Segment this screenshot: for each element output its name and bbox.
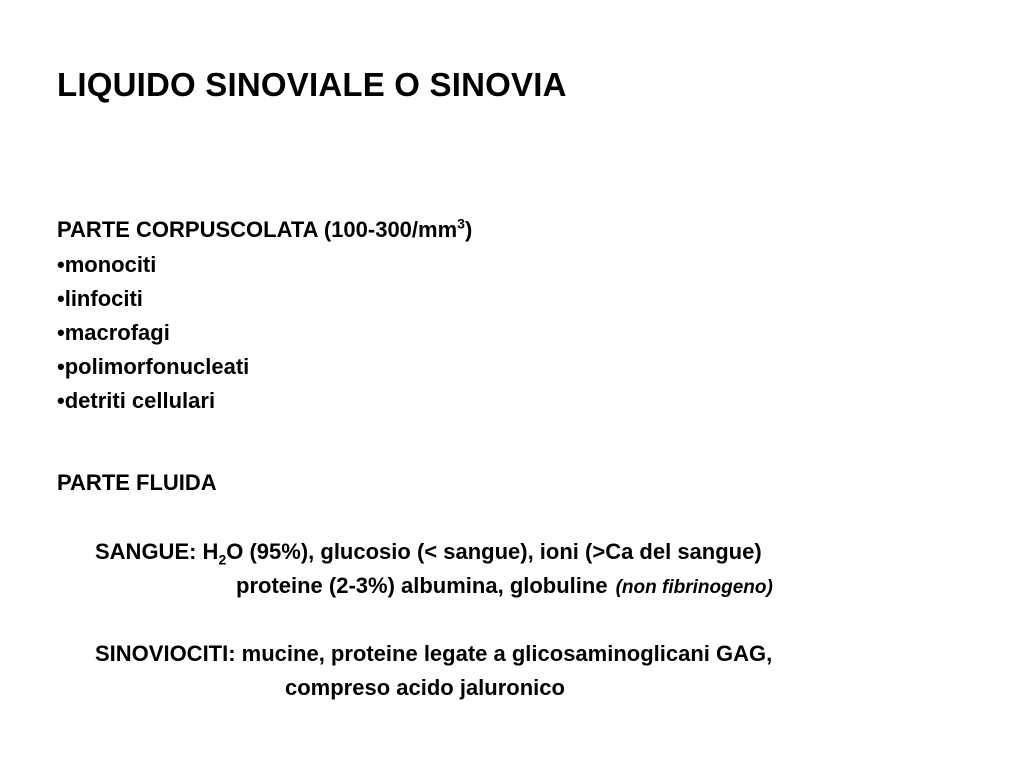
corpuscolata-heading-text: PARTE CORPUSCOLATA (100-300/mm	[57, 217, 458, 242]
bullet-icon: •	[57, 320, 65, 345]
slide-title: LIQUIDO SINOVIALE O SINOVIA	[57, 66, 567, 103]
sangue-text-a: SANGUE: H	[95, 539, 219, 564]
sangue-proteins-text: proteine (2-3%) albumina, globuline	[236, 573, 608, 598]
list-item	[57, 316, 249, 350]
bullet-icon: •	[57, 388, 65, 413]
sangue-line-1	[95, 539, 762, 568]
list-item	[57, 282, 249, 316]
sangue-subscript: 2	[218, 551, 227, 568]
bullet-icon: •	[57, 354, 65, 379]
fluida-heading: PARTE FLUIDA	[57, 470, 217, 495]
sinoviociti-line-1: SINOVIOCITI: mucine, proteine legate a glicosaminoglicani GAG,	[95, 641, 773, 666]
list-item-text: polimorfonucleati	[64, 354, 250, 379]
corpuscolata-heading	[57, 217, 472, 243]
list-item-text: detriti cellulari	[64, 388, 216, 413]
corpuscolata-heading-superscript: 3	[457, 215, 465, 232]
list-item	[57, 350, 249, 384]
bullet-icon: •	[57, 252, 65, 277]
list-item-text: linfociti	[64, 286, 143, 311]
corpuscolata-heading-close: )	[464, 217, 473, 242]
sangue-text-b: O (95%), glucosio (< sangue), ioni (>Ca del sangue)	[226, 539, 762, 564]
sinoviociti-line-2: compreso acido jaluronico	[285, 675, 565, 700]
bullet-icon: •	[57, 286, 65, 311]
list-item	[57, 384, 249, 418]
list-item-text: monociti	[64, 252, 157, 277]
list-item-text: macrofagi	[64, 320, 170, 345]
sangue-note: (non fibrinogeno)	[615, 577, 773, 598]
corpuscolata-list	[57, 248, 249, 418]
list-item	[57, 248, 249, 282]
sangue-line-2	[236, 573, 773, 601]
